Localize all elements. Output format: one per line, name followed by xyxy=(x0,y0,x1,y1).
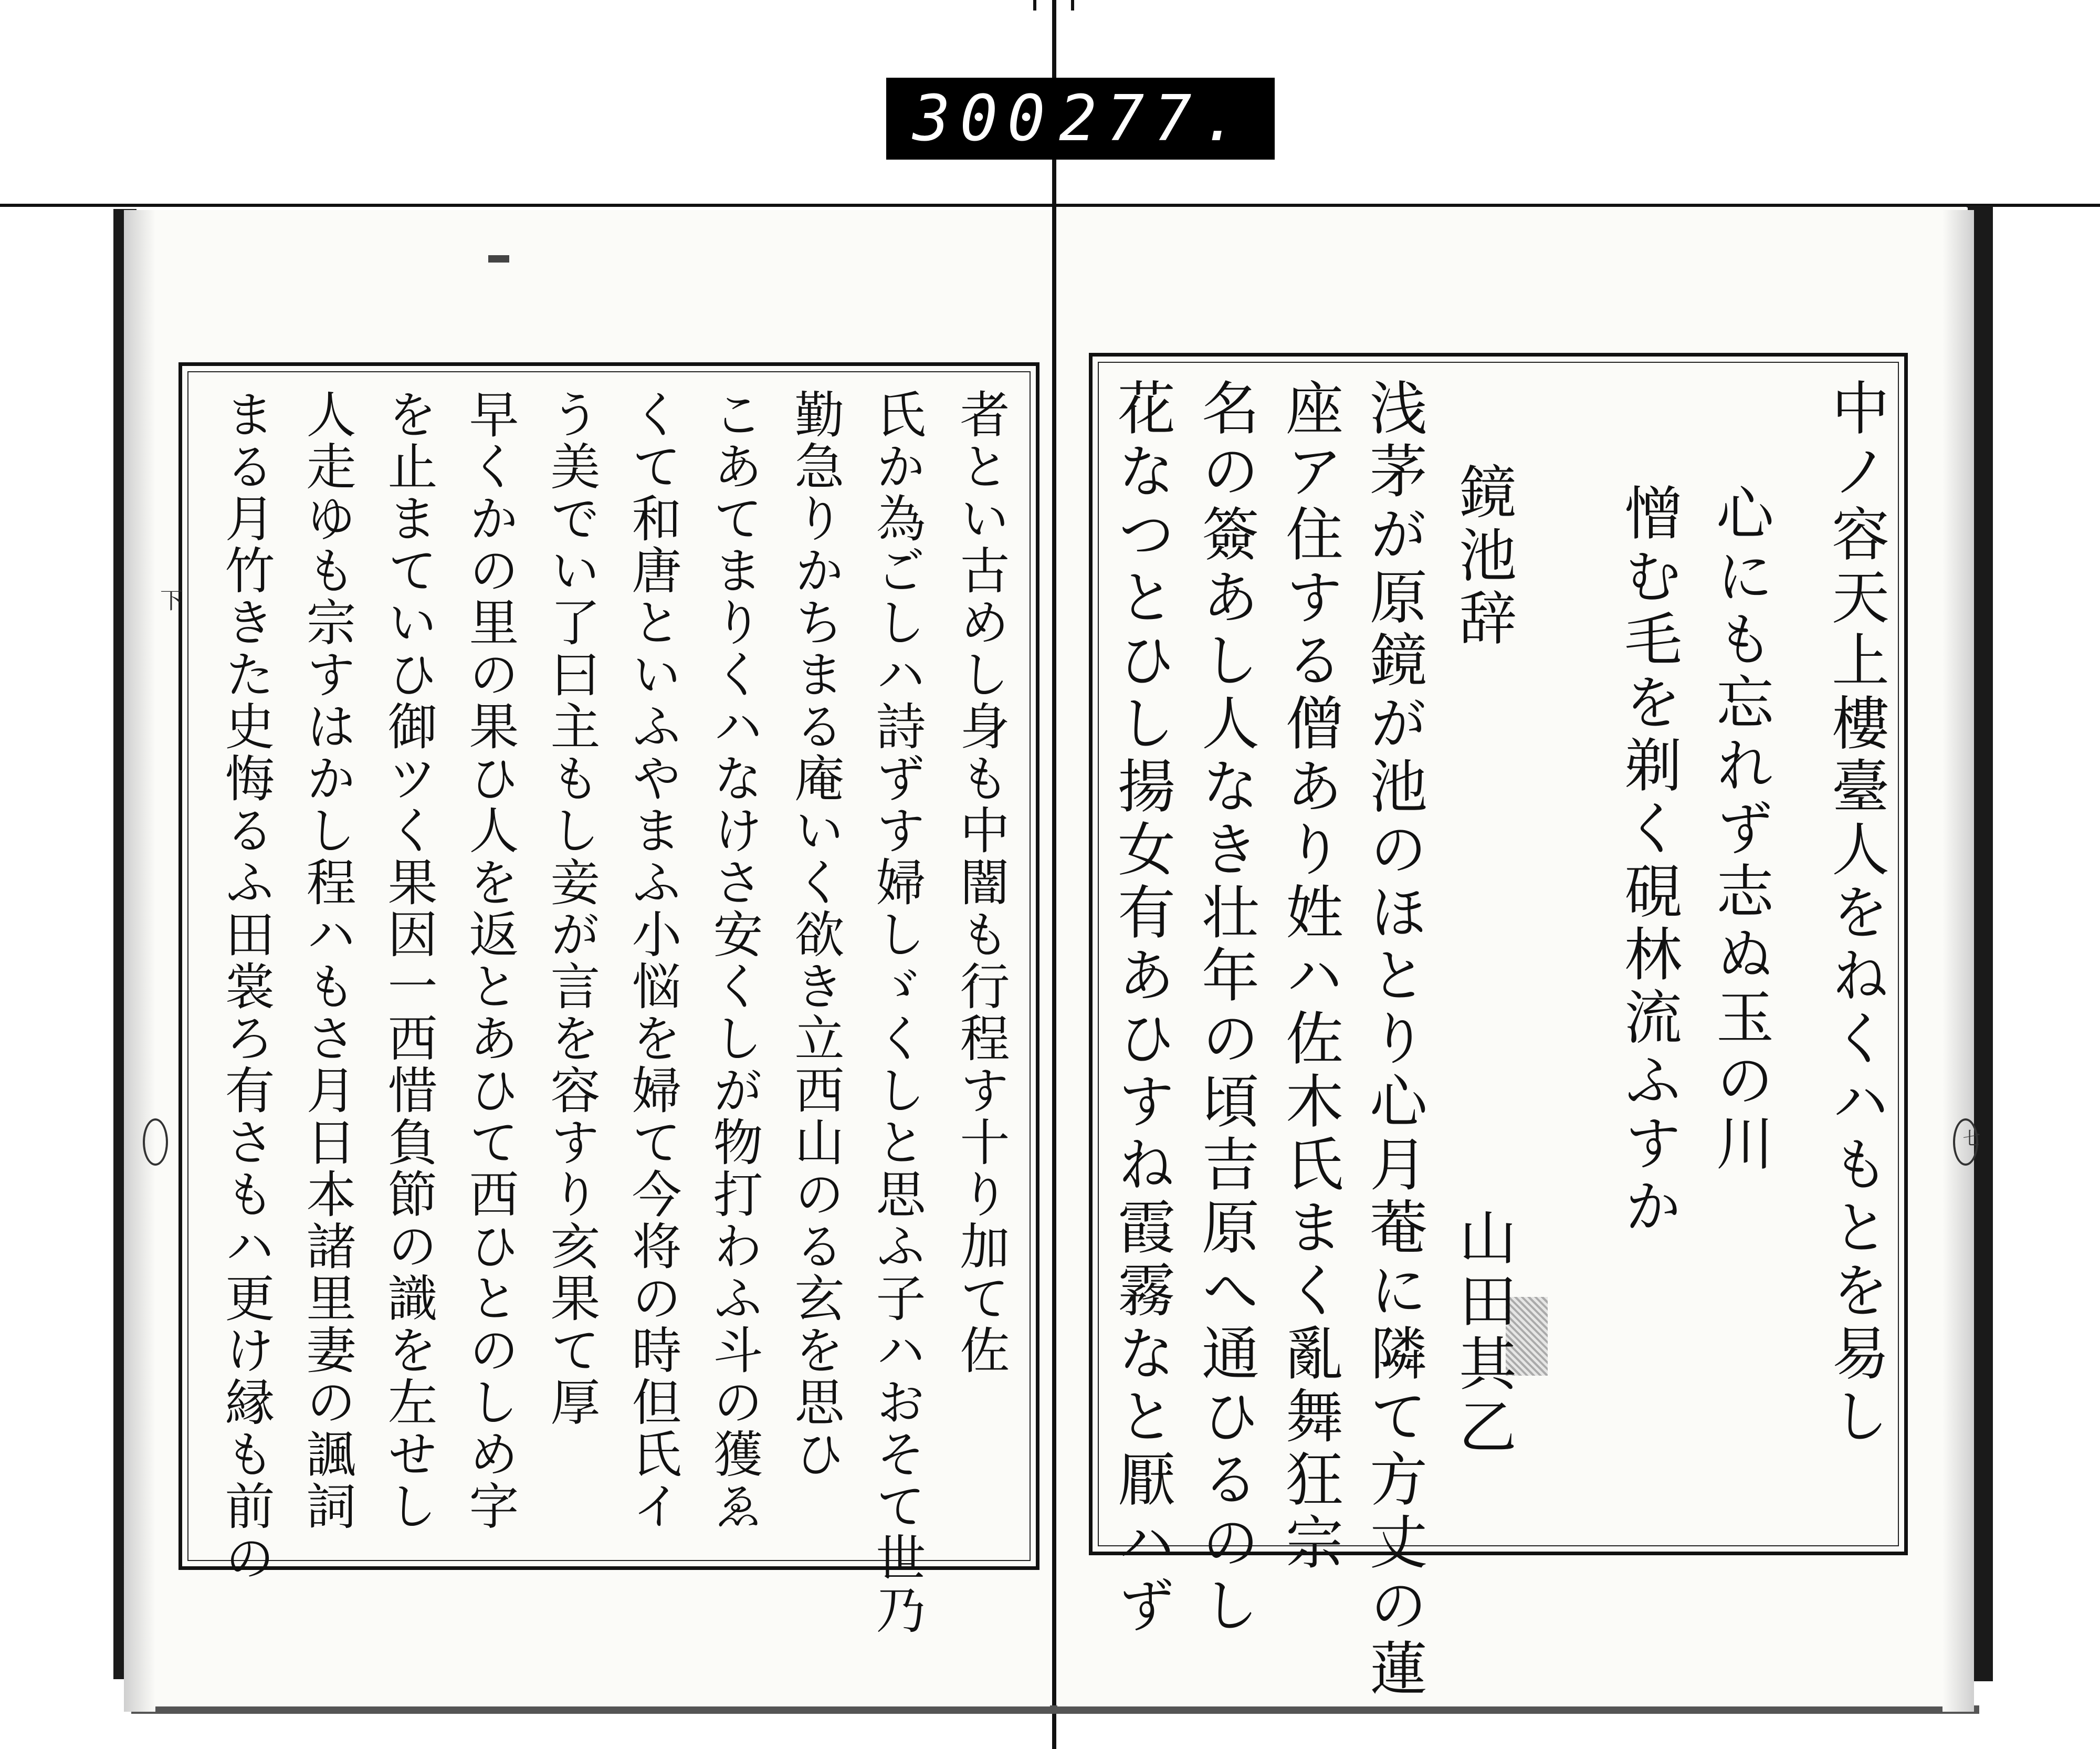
right-text-column-9: 花なつとひし揚女有あひすね霞霧なと厭ハず xyxy=(1108,378,1175,1638)
right-text-column-2: 心にも忘れず志ぬ玉の川 xyxy=(1707,483,1774,1176)
right-text-column-6: 浅茅が原鏡が池のほとり心月菴に隣て方丈の蓮 xyxy=(1360,378,1427,1701)
left-text-column-2: 氏か為ごしハ詩ずす婦しゞくしと思ふ子ハおそて世乃 xyxy=(868,389,926,1636)
catalogue-number-label xyxy=(886,78,1275,160)
right-text-column-7: 座ア住する僧あり姓ハ佐木氏まく亂舞狂宗 xyxy=(1276,378,1343,1575)
left-text-column-10: まる月竹きた史悔るふ田裳ろ有さもハ更け縁も前の xyxy=(217,389,275,1584)
left-page-binding-ring xyxy=(143,1118,168,1166)
label-number-right: 277. xyxy=(1059,82,1248,155)
left-text-column-7: 早くかの里の果ひ人を返とあひて西ひとのしめ字 xyxy=(461,389,519,1532)
right-text-column-1: 中ノ容天上樓臺人をねくハもとを易し xyxy=(1822,378,1889,1449)
right-text-author: 山田其乙 xyxy=(1450,1208,1517,1460)
left-page-shadow xyxy=(124,210,155,1712)
left-text-column-1: 者とい古めし身も中闇も行程す十り加て佐 xyxy=(952,389,1010,1376)
frame-top-gap-right xyxy=(1071,0,1074,11)
book-bottom-edge xyxy=(131,1705,1979,1714)
frame-center-divider xyxy=(1052,0,1056,1749)
label-number-left: 300 xyxy=(912,82,1055,155)
right-page-shadow xyxy=(1942,210,1974,1712)
left-page-edge-mark: 下 xyxy=(156,588,183,611)
left-text-column-8: を止まていひ御ツく果因一西惜負節の識を左せし xyxy=(380,389,437,1532)
right-page-edge-mark: 七 xyxy=(1959,1129,1980,1147)
left-text-column-6: う美でい了曰主もし妾が言を容すり亥果て厚 xyxy=(542,389,600,1428)
frame-top-border xyxy=(0,204,2100,207)
left-text-column-5: くて和唐といふやまふ小悩を婦て今将の時但氏イ xyxy=(624,389,681,1532)
left-text-column-4: こあてまりくハなけさ安くしが物打わふ斗の獲ゑ xyxy=(705,389,763,1532)
frame-top-gap-left xyxy=(1033,0,1036,11)
right-text-column-3: 憎む毛を剃く硯林流ふすか xyxy=(1615,483,1682,1239)
right-text-title: 鏡池辞 xyxy=(1450,462,1517,651)
left-text-column-3: 勤急りかちまる庵いく欲き立西山のる玄を思ひ xyxy=(786,389,844,1480)
right-text-column-8: 名の簽あし人なき壮年の頃吉原へ通ひるのし xyxy=(1192,378,1259,1638)
ink-speck xyxy=(488,255,509,263)
left-text-column-9: 人走ゆも宗すはかし程ハもさ月日本諸里妻の諷詞 xyxy=(298,389,356,1532)
